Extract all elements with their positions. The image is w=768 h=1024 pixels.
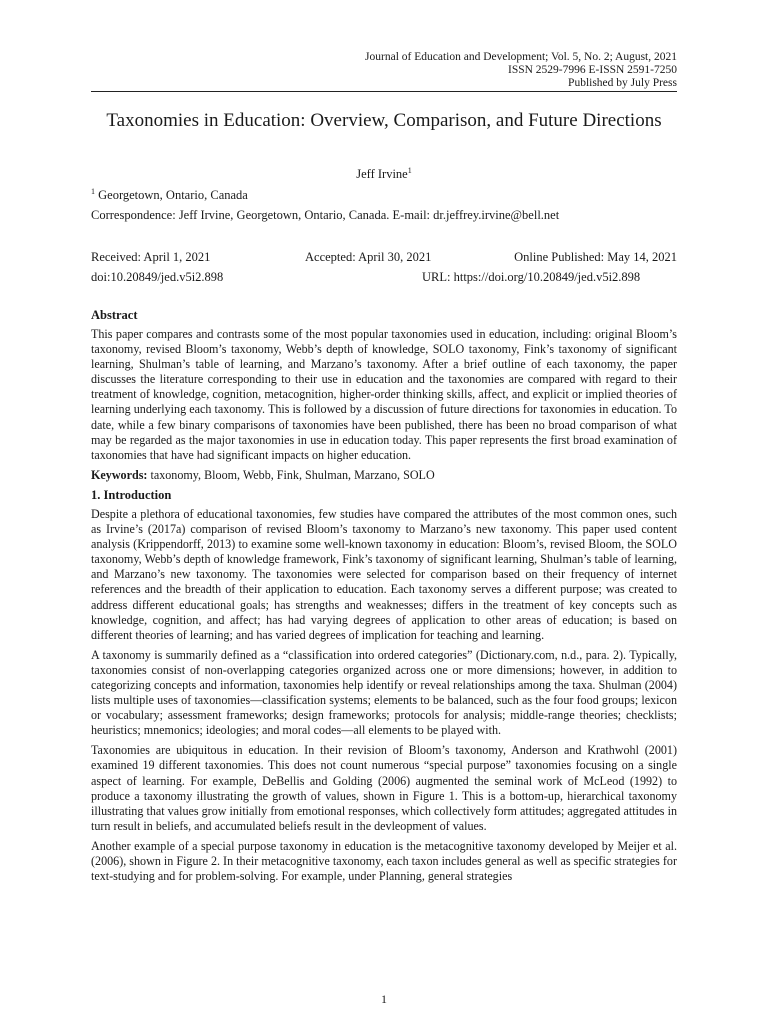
affiliation-mark: 1 [91, 186, 95, 196]
published-date: Online Published: May 14, 2021 [514, 250, 677, 264]
header-rule [91, 91, 677, 92]
doi-url[interactable]: URL: https://doi.org/10.20849/jed.v5i2.898 [422, 270, 641, 284]
abstract-heading: Abstract [91, 308, 138, 322]
publisher-line: Published by July Press [568, 77, 677, 89]
paper-title: Taxonomies in Education: Overview, Comparison, and Future Directions [106, 110, 662, 131]
affiliation [91, 188, 248, 203]
keywords-label: Keywords: [91, 467, 148, 482]
paper-body [91, 308, 677, 889]
received-date: Received: April 1, 2021 [91, 250, 211, 264]
journal-line: Journal of Education and Development; Vol. 5, No. 2; August, 2021 [365, 51, 677, 63]
author-line [91, 167, 677, 182]
journal-header [365, 51, 677, 90]
intro-paragraph-2: A taxonomy is summarily defined as a “classification into ordered categories” (Dictionary.com, n.d., para. 2). Typically, taxonomies consist of non-overlapping categories organized across one or more dimensions; however, in addition to categorizing concepts and information, taxonomies help identify or reveal relationships among the taxa. Shulman (2004) lists multiple uses of taxonomies—classification systems; elements to be balanced, such as the four food groups; lexicon or vocabulary; assessment frameworks; design frameworks; protocols for analysis; middle-range theories; checklists; heuristics; mnemonics; ideologies; and moral codes—all elements to be played with. [91, 647, 677, 738]
intro-paragraph-1: Despite a plethora of educational taxonomies, few studies have compared the attributes of the most common ones, such as Irvine’s (2017a) comparison of revised Bloom’s taxonomy to Marzano’s new taxonomy. This paper used content analysis (Krippendorff, 2013) to examine some well-known taxonomy in education: Bloom’s, revised Bloom, the SOLO taxonomy, Webb’s depth of knowledge framework, Fink’s taxonomy of significant learning, Shulman’s table of learning, and Marzano’s new taxonomy. The taxonomies were selected for comparison based on their frequency of internet references and the breadth of their application to education. Each taxonomy serves a different purpose; was created to address different educational goals; has strengths and weaknesses; differs in the treatment of key concepts such as knowledge, cognition, and affect; has had varying degrees of application to other areas of education; is based on different theories of learning; and has varied degrees of implication for teaching and learning. [91, 506, 677, 642]
doi-text: doi:10.20849/jed.v5i2.898 [91, 270, 224, 284]
correspondence: Correspondence: Jeff Irvine, Georgetown, Ontario, Canada. E-mail: dr.jeffrey.irvine@bell.net [91, 208, 560, 222]
intro-paragraph-3: Taxonomies are ubiquitous in education. In their revision of Bloom’s taxonomy, Anderson and Krathwohl (2001) examined 19 different taxonomies. This does not count numerous “special purpose” taxonomies focusing on a single aspect of learning. For example, DeBellis and Golding (2006) augmented the seminal work of McLeod (1992) to produce a taxonomy illustrating the growth of values, shown in Figure 1. This is a bottom-up, hierarchical taxonomy illustrating that values grow initially from emotional responses, which collectively form attitudes; aggregated attitudes in turn result in beliefs, and accumulated beliefs result in the devleopment of values. [91, 743, 677, 833]
abstract-text: This paper compares and contrasts some of the most popular taxonomies used in education, including: original Bloom’s taxonomy, revised Bloom’s taxonomy, Webb’s depth of knowledge, SOLO taxonomy, Fink’s taxonomy of significant learning, Shulman’s table of learning, and Marzano’s taxonomy. After a brief outline of each taxonomy, the paper discusses the literature corresponding to their use in education and the taxonomies are compared with regard to their treatment of knowledge, cognition, metacognition, higher-order thinking skills, affect, and explicit or implied theories of learning underlying each taxonomy. This is followed by a discussion of future directions for taxonomies in education. To date, while a few binary comparisons of taxonomies have been published, there has been no broad comparison of what may be regarded as the major taxonomies in use in education today. This paper represents the first broad examination of taxonomies that have had significant impacts on higher education. [91, 327, 677, 462]
issn-line: ISSN 2529-7996 E-ISSN 2591-7250 [508, 64, 677, 76]
accepted-date: Accepted: April 30, 2021 [305, 250, 432, 264]
author-name: Jeff Irvine [356, 167, 408, 181]
keywords [91, 468, 677, 483]
author-affiliation-mark: 1 [407, 165, 412, 175]
section-heading-introduction: 1. Introduction [91, 487, 172, 502]
affiliation-text: Georgetown, Ontario, Canada [95, 188, 248, 202]
keywords-text: taxonomy, Bloom, Webb, Fink, Shulman, Marzano, SOLO [147, 467, 435, 482]
intro-paragraph-4: Another example of a special purpose taxonomy in education is the metacognitive taxonomy developed by Meijer et al. (2006), shown in Figure 2. In their metacognitive taxonomy, each taxon includes general as well as specific strategies for text-studying and for problem-solving. For example, under Planning, general strategies [91, 838, 677, 884]
page-number: 1 [381, 992, 387, 1006]
